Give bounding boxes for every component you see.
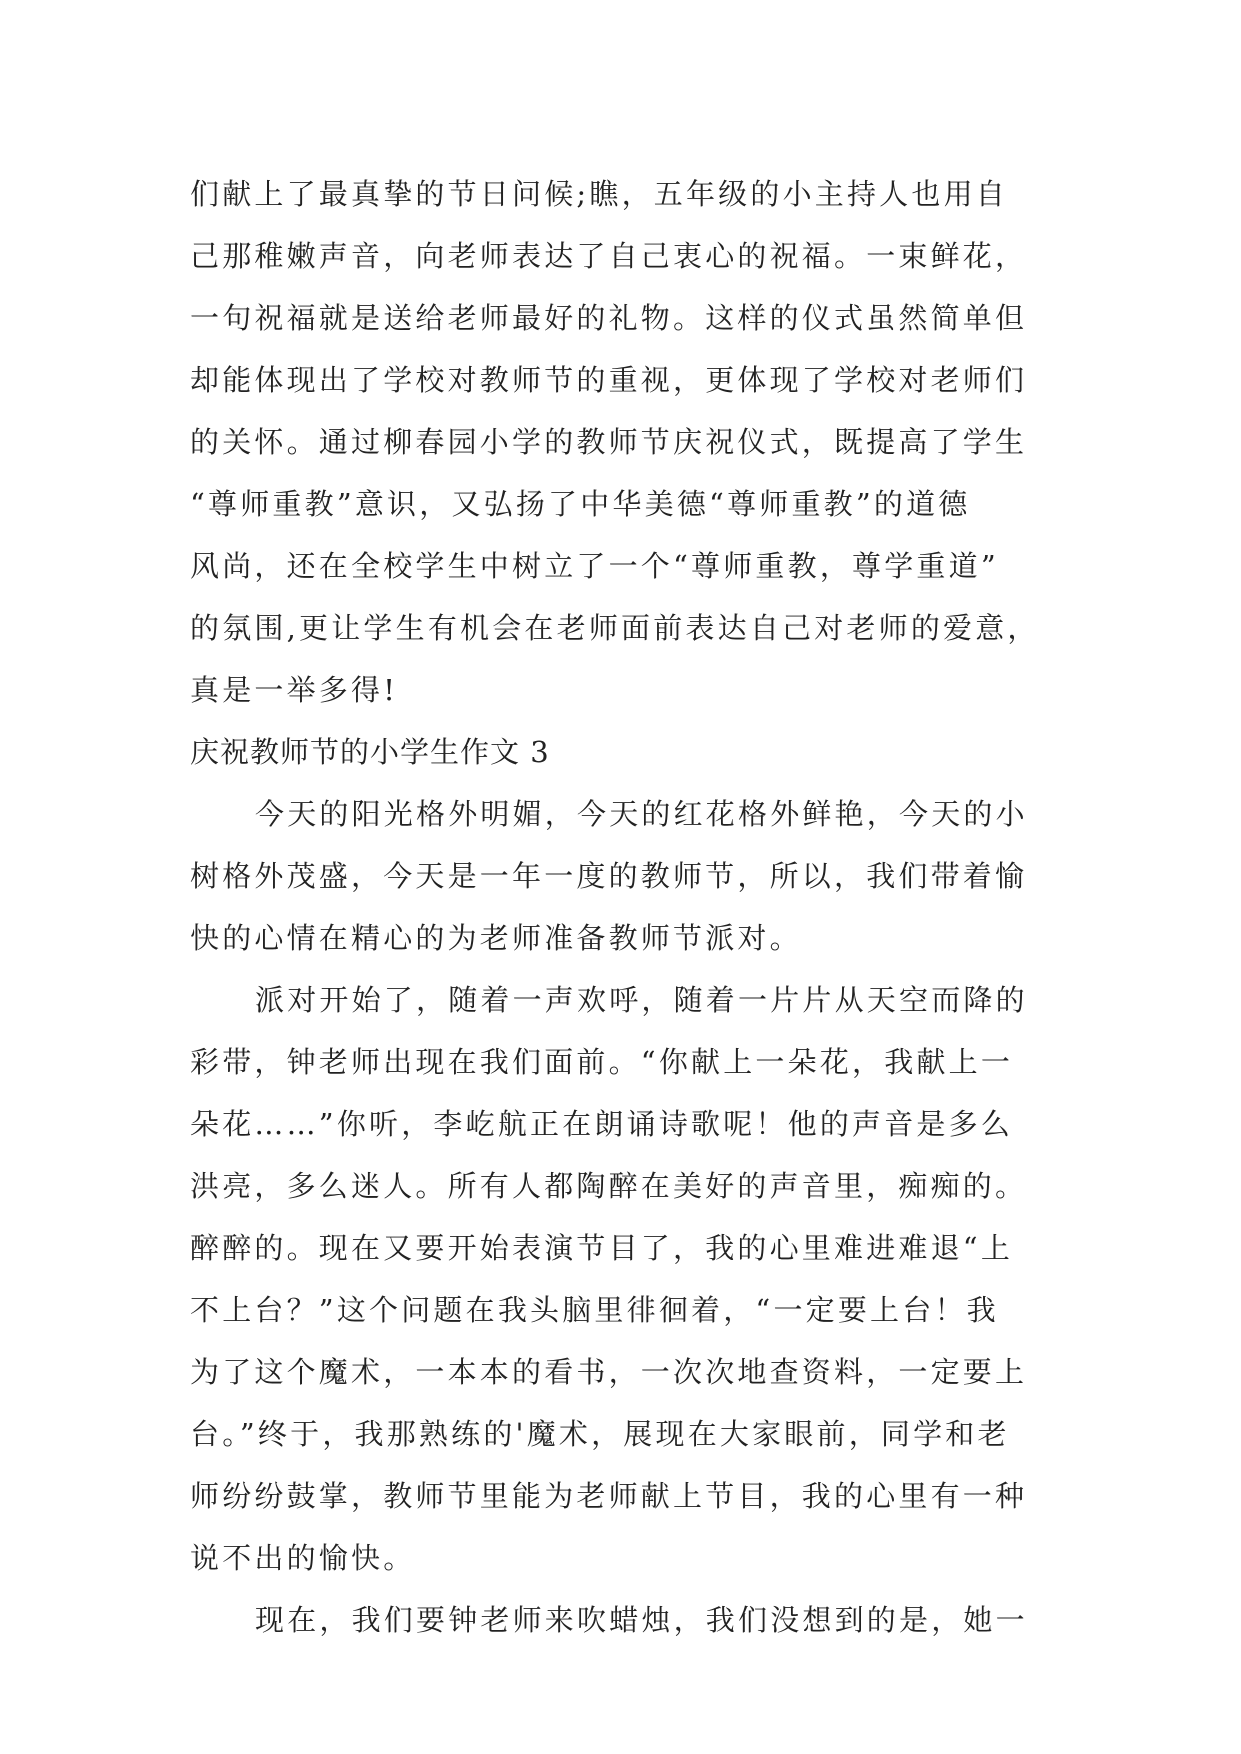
text-line: 们献上了最真挚的节日问候;瞧，五年级的小主持人也用自 (190, 177, 1008, 211)
text-line: 的关怀。通过柳春园小学的教师节庆祝仪式，既提高了学生 (190, 425, 1028, 459)
text-line: 派对开始了，随着一声欢呼，随着一片片从天空而降的 (255, 983, 1028, 1017)
section-title: 庆祝教师节的小学生作文 3 (190, 735, 550, 769)
text-line: 的氛围,更让学生有机会在老师面前表达自己对老师的爱意， (190, 611, 1040, 645)
paragraph-2 (190, 969, 1060, 1589)
text-line: 洪亮，多么迷人。所有人都陶醉在美好的声音里，痴痴的。 (190, 1169, 1028, 1203)
text-line: 己那稚嫩声音，向老师表达了自己衷心的祝福。一束鲜花， (190, 239, 1028, 273)
text-line: 醉醉的。现在又要开始表演节目了，我的心里难进难退“上 (190, 1231, 1014, 1265)
text-line: 风尚，还在全校学生中树立了一个“尊师重教，尊学重道” (190, 549, 999, 583)
text-line: 现在，我们要钟老师来吹蜡烛，我们没想到的是，她一 (255, 1603, 1028, 1637)
text-line: 师纷纷鼓掌，教师节里能为老师献上节目，我的心里有一种 (190, 1479, 1028, 1513)
text-line: 朵花……”你听，李屹航正在朗诵诗歌呢！他的声音是多么 (190, 1107, 1014, 1141)
text-line: “尊师重教”意识，又弘扬了中华美德“尊师重教”的道德 (190, 487, 971, 521)
text-line: 彩带，钟老师出现在我们面前。“你献上一朵花，我献上一 (190, 1045, 1014, 1079)
text-line: 说不出的愉快。 (190, 1541, 416, 1575)
paragraph-3 (190, 1589, 1060, 1651)
text-line: 不上台？”这个问题在我头脑里徘徊着，“一定要上台！我 (190, 1293, 999, 1327)
previous-section-text (190, 163, 1060, 721)
text-line: 今天的阳光格外明媚，今天的红花格外鲜艳，今天的小 (255, 797, 1028, 831)
text-line: 却能体现出了学校对教师节的重视，更体现了学校对老师们 (190, 363, 1028, 397)
text-line: 台。”终于，我那熟练的'魔术，展现在大家眼前，同学和老 (190, 1417, 1010, 1451)
text-line: 真是一举多得! (190, 673, 399, 707)
text-line: 一句祝福就是送给老师最好的礼物。这样的仪式虽然简单但 (190, 301, 1028, 335)
text-line: 快的心情在精心的为老师准备教师节派对。 (190, 921, 802, 955)
document-page (190, 163, 1060, 1651)
text-line: 树格外茂盛，今天是一年一度的教师节，所以，我们带着愉 (190, 859, 1028, 893)
paragraph-1 (190, 783, 1060, 969)
text-line: 为了这个魔术，一本本的看书，一次次地查资料，一定要上 (190, 1355, 1028, 1389)
